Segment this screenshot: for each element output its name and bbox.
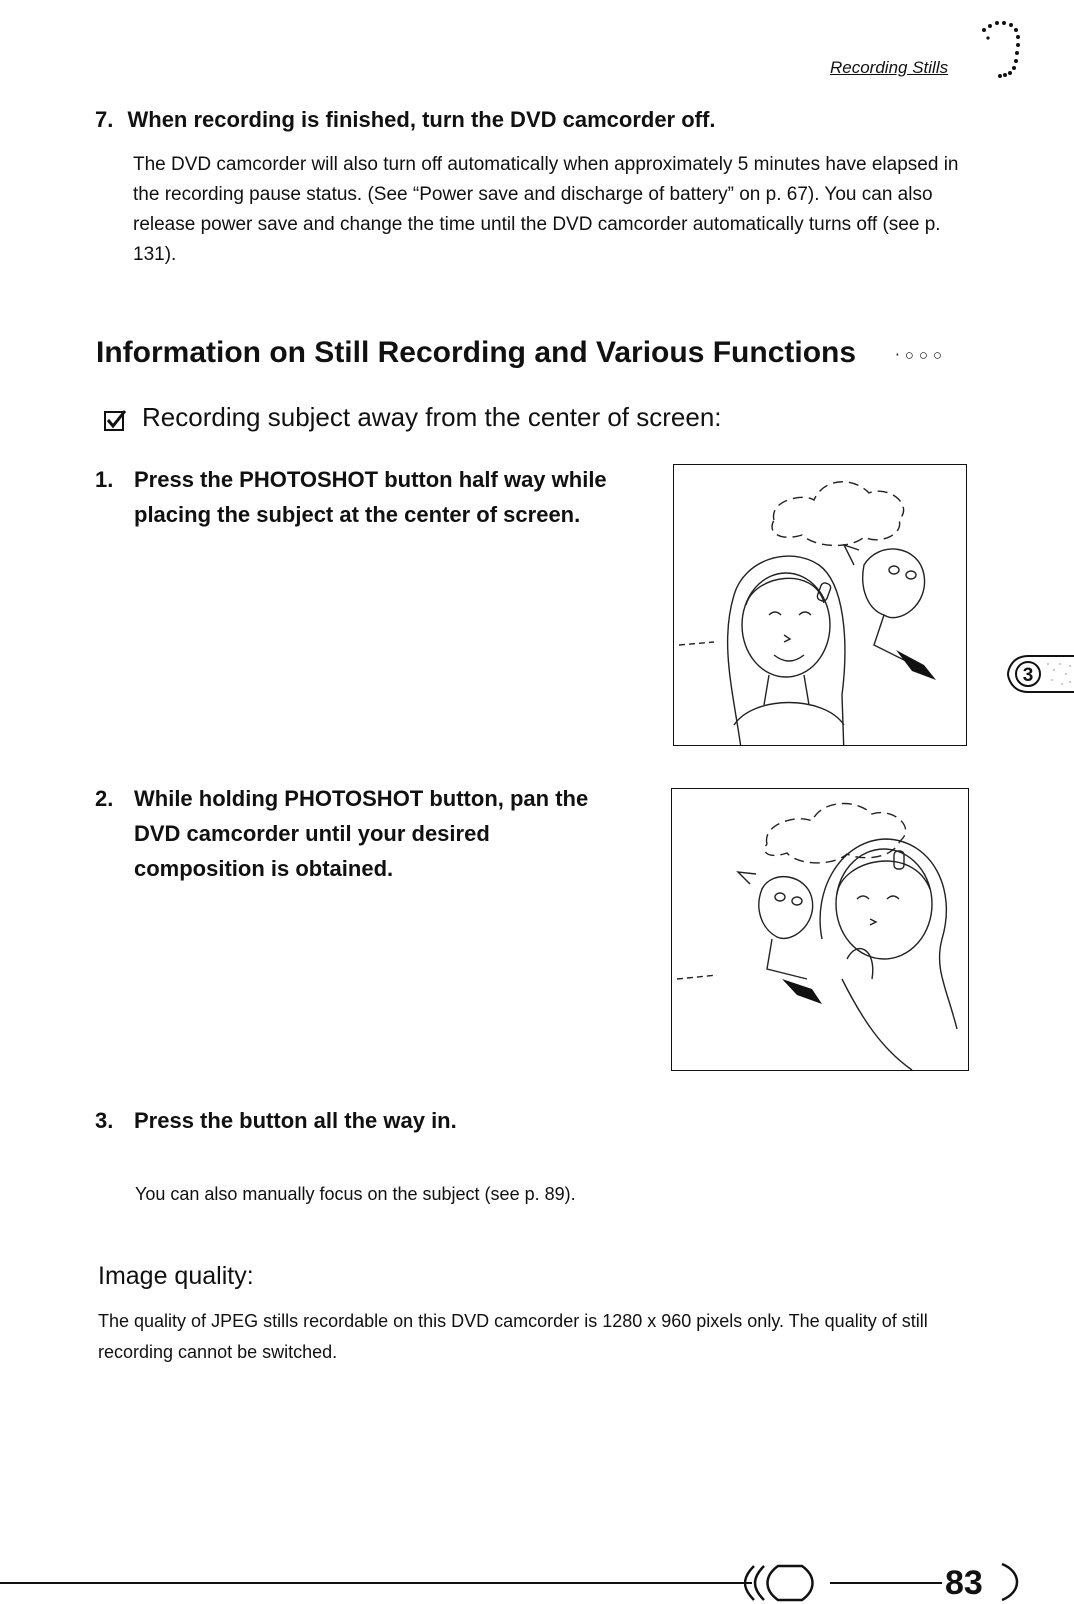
section-title: Information on Still Recording and Various Functions — [96, 336, 857, 369]
illustration-composition-panned — [671, 788, 969, 1071]
manual-focus-note: You can also manually focus on the subject (see p. 89). — [135, 1184, 576, 1204]
step-7-title: When recording is finished, turn the DVD camcorder off. — [127, 107, 716, 132]
footer-bracket — [1000, 1560, 1026, 1604]
step-7-number: 7. — [95, 107, 114, 132]
step-7-heading — [95, 107, 715, 133]
image-quality-body: The quality of JPEG stills recordable on this DVD camcorder is 1280 x 960 pixels only. The quality of still recording cannot be switched. — [98, 1311, 928, 1362]
step-2-text: While holding PHOTOSHOT button, pan the DVD camcorder until your desired composition is obtained. — [134, 786, 589, 881]
footer-rule-right — [830, 1582, 942, 1584]
footer-rule — [0, 1582, 752, 1584]
step-2-number: 2. — [95, 786, 114, 811]
checkbox-checked-icon — [103, 409, 127, 433]
step-3-text: Press the button all the way in. — [134, 1108, 457, 1133]
illustration-subject-centered — [673, 464, 967, 746]
chapter-tab-number: 3 — [1022, 665, 1034, 686]
chapter-tab — [1004, 650, 1074, 698]
running-header-title: Recording Stills — [830, 58, 949, 77]
step-7-body: The DVD camcorder will also turn off automatically when approximately 5 minutes have elapsed in the recording pause status. (See “Power save and discharge of battery” on p. 67). You can also release power save and change the time until the DVD camcorder automatically turns off (see p. 131). — [133, 154, 959, 265]
page-number: 83 — [945, 1564, 983, 1602]
header-dots-ornament — [980, 18, 1036, 88]
image-quality-heading: Image quality: — [98, 1262, 254, 1290]
step-3-number: 3. — [95, 1108, 114, 1133]
checkbox-subheading: Recording subject away from the center of screen: — [142, 402, 722, 432]
section-title-dots-ornament: ‧○○○ — [895, 347, 947, 364]
footer-ornament — [744, 1560, 840, 1604]
step-1-number: 1. — [95, 467, 114, 492]
step-1-text: Press the PHOTOSHOT button half way while placing the subject at the center of screen. — [134, 467, 607, 527]
